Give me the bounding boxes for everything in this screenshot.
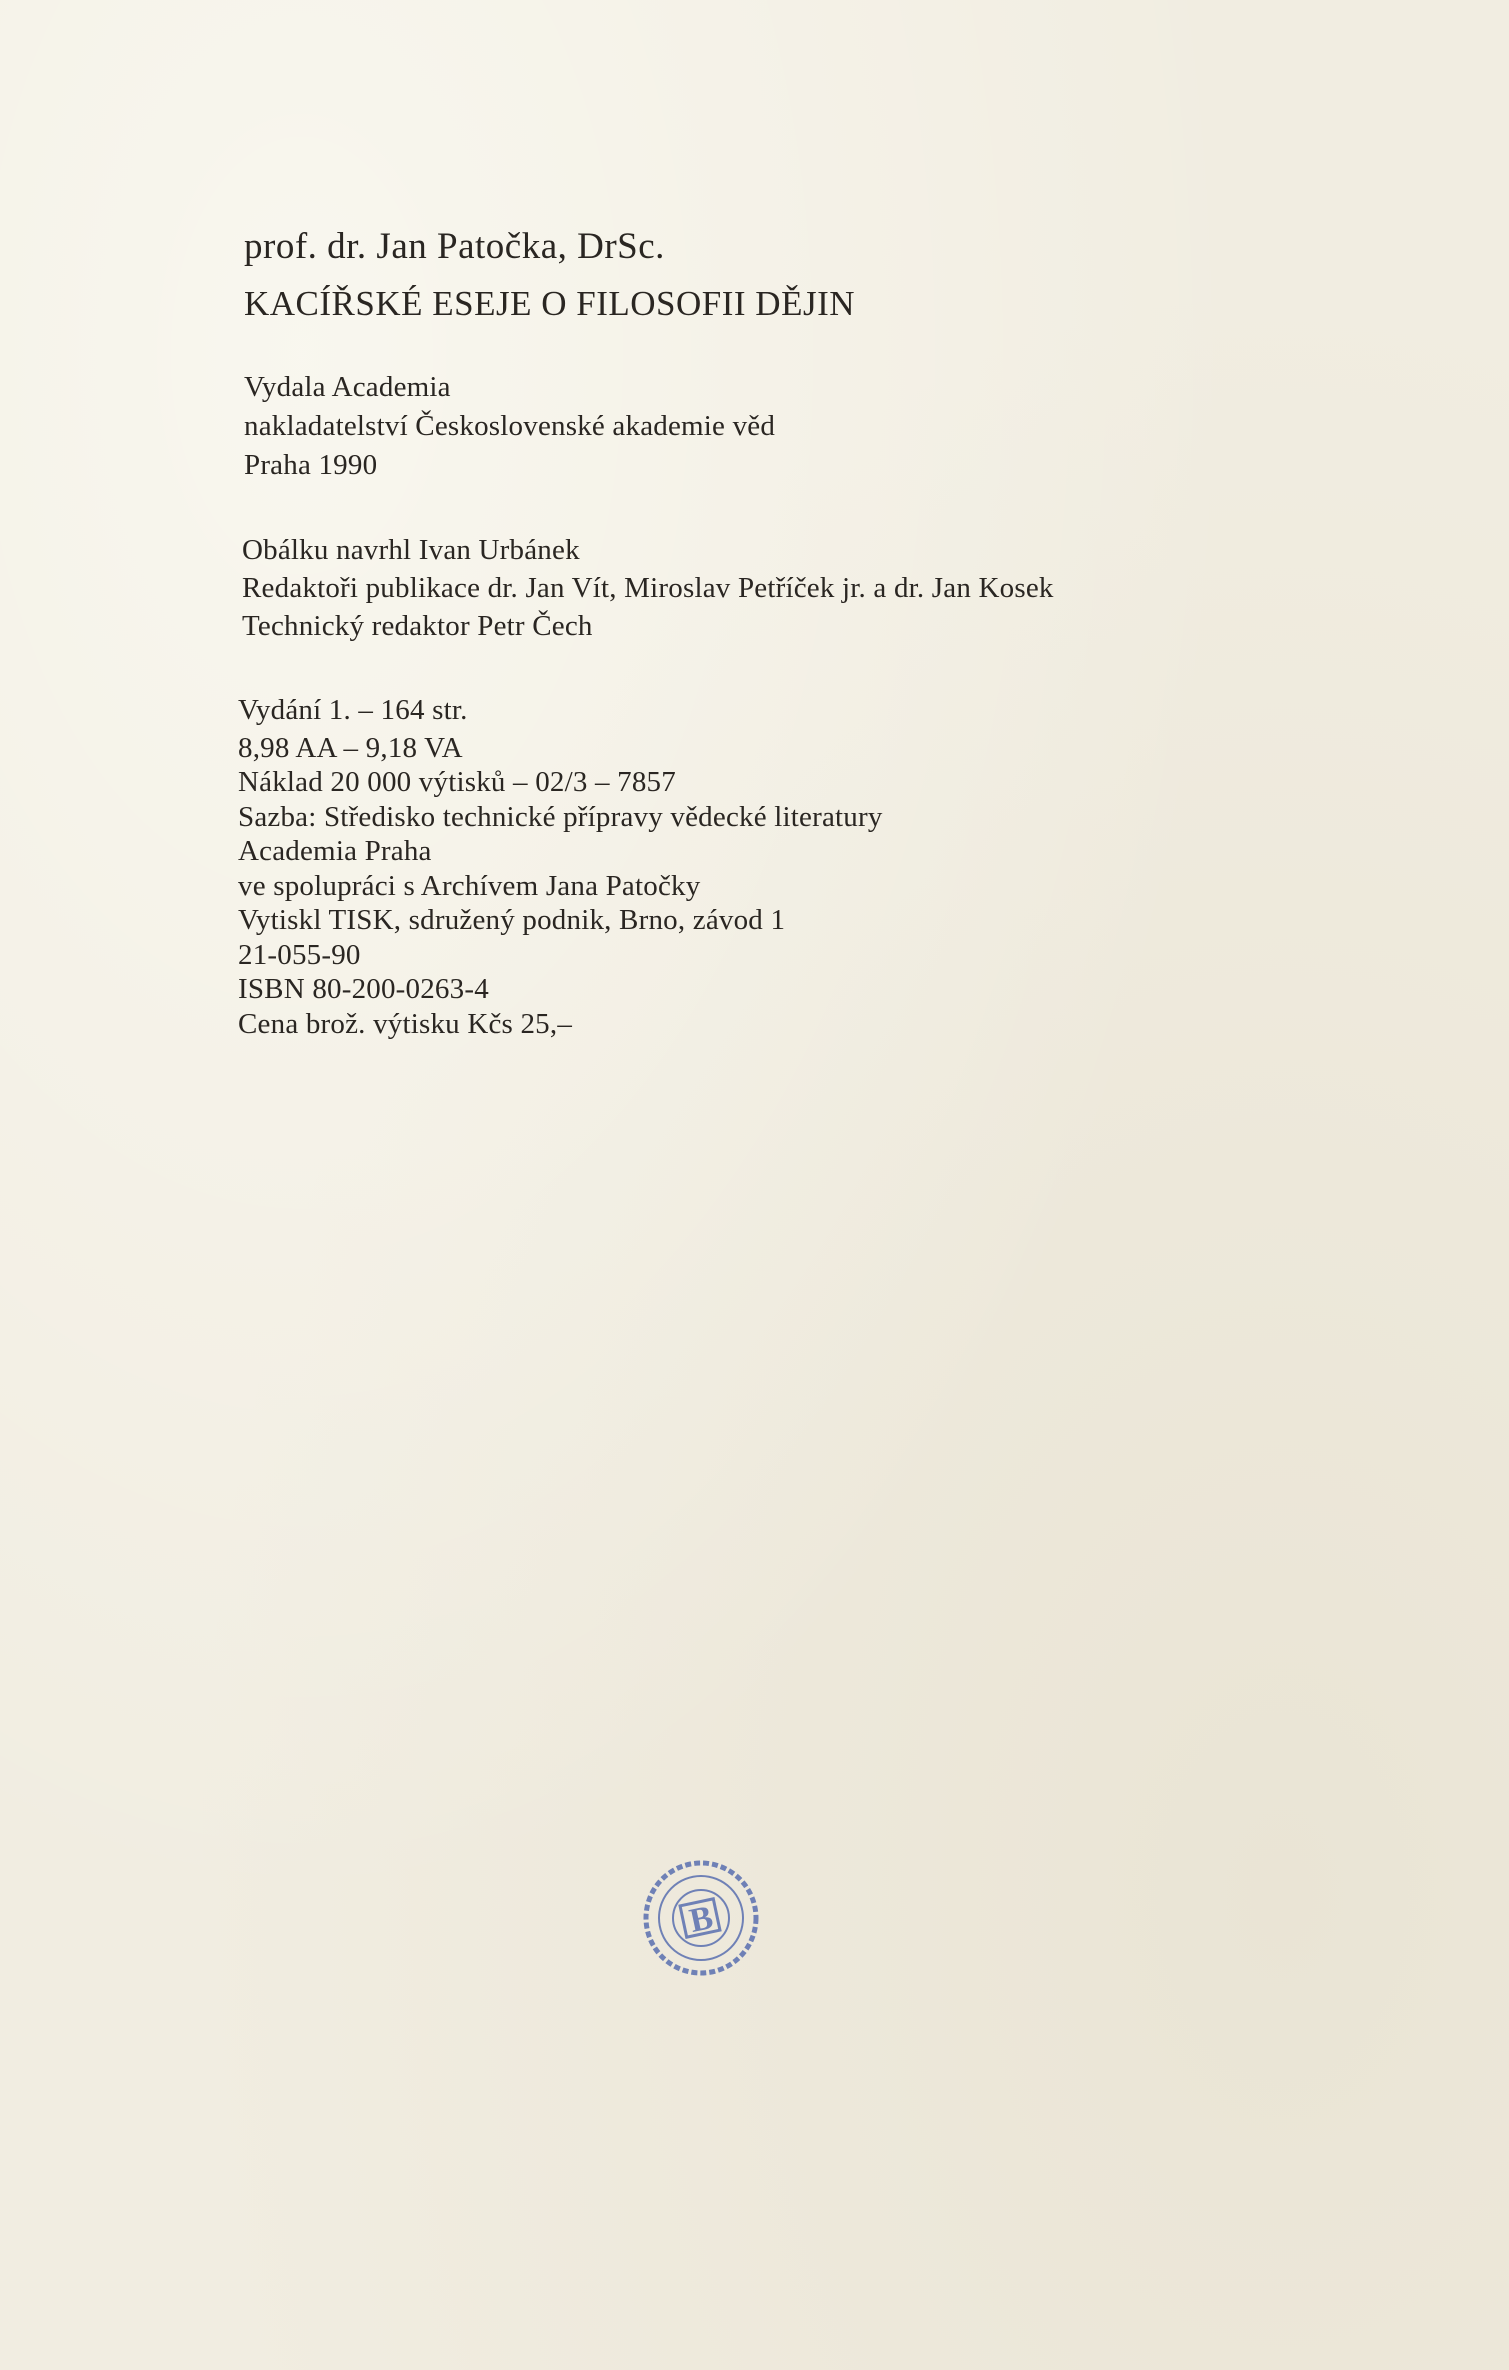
edition-line: ve spolupráci s Archívem Jana Patočky: [238, 869, 701, 902]
book-title: KACÍŘSKÉ ESEJE O FILOSOFII DĚJIN: [244, 284, 856, 323]
credit-line: Redaktoři publikace dr. Jan Vít, Miroslav Petříček jr. a dr. Jan Kosek: [242, 572, 1054, 604]
publisher-block: [244, 368, 1334, 485]
credit-line: Obálku navrhl Ivan Urbánek: [242, 534, 580, 566]
edition-block: [238, 693, 1334, 1041]
library-stamp-icon: [638, 1855, 764, 1981]
publisher-line: Praha 1990: [244, 449, 378, 481]
edition-line: Academia Praha: [238, 835, 432, 867]
svg-text:B: B: [686, 1899, 717, 1940]
edition-line: 21-055-90: [238, 938, 361, 971]
author-line: prof. dr. Jan Patočka, DrSc.: [244, 226, 665, 267]
edition-line: Vydání 1. – 164 str.: [238, 694, 468, 726]
publisher-line: nakladatelství Československé akademie věd: [244, 410, 776, 442]
isbn-line: ISBN 80-200-0263-4: [238, 973, 489, 1005]
price-line: Cena brož. výtisku Kčs 25,–: [238, 1007, 573, 1040]
edition-line: Sazba: Středisko technické přípravy vědecké literatury: [238, 800, 883, 833]
imprint-block: [234, 224, 1334, 1041]
credit-line: Technický redaktor Petr Čech: [242, 610, 593, 642]
edition-line: Náklad 20 000 výtisků – 02/3 – 7857: [238, 766, 676, 798]
edition-line: 8,98 AA – 9,18 VA: [238, 731, 463, 764]
publisher-line: Vydala Academia: [244, 371, 451, 403]
edition-line: Vytiskl TISK, sdružený podnik, Brno, závod 1: [238, 904, 786, 936]
credits-block: [242, 531, 1334, 645]
